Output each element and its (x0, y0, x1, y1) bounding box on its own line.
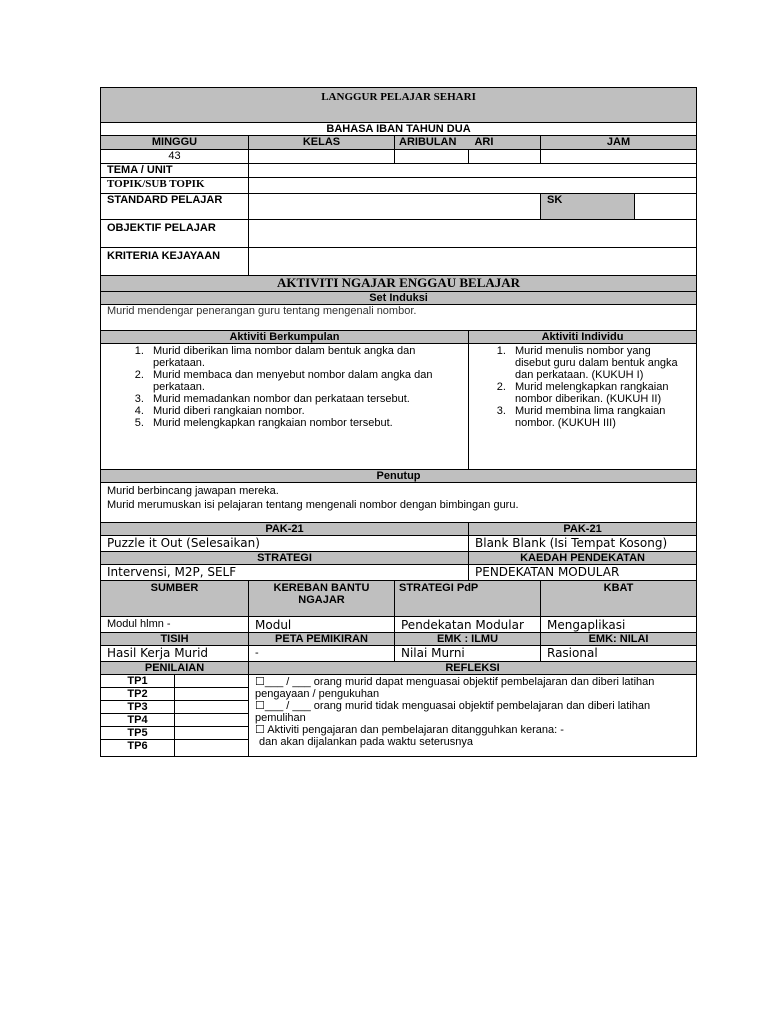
strategi-pdp-value: Pendekatan Modular (395, 617, 541, 633)
list-item: 1. Murid menulis nombor yang disebut guru dalam bentuk angka dan perkataan. (KUKUH I) (509, 345, 682, 381)
penutup-label: Penutup (101, 470, 697, 483)
topik-value[interactable] (249, 178, 697, 194)
strategi-label: STRATEGI (101, 552, 469, 565)
tp1-label: TP1 (101, 675, 175, 688)
tisih-value: Hasil Kerja Murid (101, 646, 249, 662)
aktiviti-berkumpulan-list (101, 344, 469, 470)
aktiviti-individu-label: Aktiviti Individu (469, 331, 697, 344)
sumber-label: SUMBER (101, 581, 249, 617)
tp1-value[interactable] (175, 675, 249, 688)
tp2-value[interactable] (175, 688, 249, 701)
kriteria-label: KRITERIA KEJAYAAN (101, 248, 249, 276)
set-induksi-text: Murid mendengar penerangan guru tentang mengenali nombor. (101, 305, 697, 331)
tp6-value[interactable] (175, 740, 249, 757)
tema-value[interactable] (249, 164, 697, 178)
sk-label: SK (541, 194, 635, 220)
aribulan-label: ARIBULAN (399, 136, 457, 148)
set-induksi-label: Set Induksi (101, 292, 697, 305)
lesson-plan-document (100, 87, 696, 757)
kaedah-pendekatan-label: KAEDAH PENDEKATAN (469, 552, 697, 565)
kelas-value[interactable] (249, 150, 395, 164)
strategi-pdp-label: STRATEGI PdP (395, 581, 541, 617)
kbat-label: KBAT (541, 581, 697, 617)
list-item: 2. Murid melengkapkan rangkaian nombor diberikan. (KUKUH II) (509, 381, 682, 405)
tp3-value[interactable] (175, 701, 249, 714)
list-item: 1. Murid diberikan lima nombor dalam bentuk angka dan perkataan. (147, 345, 454, 369)
aktiviti-heading: AKTIVITI NGAJAR ENGGAU BELAJAR (101, 276, 697, 292)
ari-value[interactable] (469, 150, 541, 164)
objektif-value[interactable] (249, 220, 697, 248)
emk-ilmu-label: EMK : ILMU (395, 633, 541, 646)
jam-label: JAM (541, 136, 697, 150)
kereban-value: Modul (249, 617, 395, 633)
peta-pemikiran-value: - (249, 646, 395, 662)
jam-value[interactable] (541, 150, 697, 164)
pak21-value-left: Puzzle it Out (Selesaikan) (101, 536, 469, 552)
pak21-label-left: PAK-21 (101, 523, 469, 536)
aktiviti-individu-list (469, 344, 697, 470)
kriteria-value[interactable] (249, 248, 697, 276)
document-title: LANGGUR PELAJAR SEHARI (101, 88, 697, 123)
emk-nilai-label: EMK: NILAI (541, 633, 697, 646)
tp6-label: TP6 (101, 740, 175, 757)
tisih-label: TISIH (101, 633, 249, 646)
list-item: 3. Murid membina lima rangkaian nombor. (KUKUH III) (509, 405, 682, 429)
kaedah-pendekatan-value: PENDEKATAN MODULAR (469, 565, 697, 581)
penutup-line-2: Murid merumuskan isi pelajaran tentang mengenali nombor dengan bimbingan guru. (107, 499, 519, 511)
pak21-value-right: Blank Blank (Isi Tempat Kosong) (469, 536, 697, 552)
aribulan-ari-label (395, 136, 541, 150)
aktiviti-berkumpulan-label: Aktiviti Berkumpulan (101, 331, 469, 344)
objektif-label: OBJEKTIF PELAJAR (101, 220, 249, 248)
refleksi-line-4: dan akan dijalankan pada waktu seterusnya (259, 736, 474, 748)
subject-title: BAHASA IBAN TAHUN DUA (101, 123, 697, 136)
ari-label: ARI (474, 136, 494, 148)
refleksi-line-2: ☐___ / ___ orang murid tidak menguasai objektif pembelajaran dan diberi latihan pemulihan (255, 700, 651, 724)
topik-label: TOPIK/SUB TOPIK (101, 178, 249, 194)
tp5-label: TP5 (101, 727, 175, 740)
list-item: 5. Murid melengkapkan rangkaian nombor tersebut. (147, 417, 454, 429)
emk-ilmu-value: Nilai Murni (395, 646, 541, 662)
kereban-label: KEREBAN BANTU NGAJAR (249, 581, 395, 617)
refleksi-text (249, 675, 697, 757)
tp3-label: TP3 (101, 701, 175, 714)
refleksi-line-1: ☐___ / ___ orang murid dapat menguasai objektif pembelajaran dan diberi latihan pengayaan / pengukuhan (255, 676, 655, 700)
tp2-label: TP2 (101, 688, 175, 701)
kelas-label: KELAS (249, 136, 395, 150)
standard-value[interactable] (249, 194, 541, 220)
standard-label: STANDARD PELAJAR (101, 194, 249, 220)
lesson-plan-table (100, 87, 697, 757)
penutup-line-1: Murid berbincang jawapan mereka. (107, 485, 279, 497)
aribulan-value[interactable] (395, 150, 469, 164)
tp4-label: TP4 (101, 714, 175, 727)
minggu-label: MINGGU (101, 136, 249, 150)
refleksi-label: REFLEKSI (249, 662, 697, 675)
list-item: 3. Murid memadankan nombor dan perkataan tersebut. (147, 393, 454, 405)
individu-ordered-list (469, 345, 682, 429)
penutup-text (101, 483, 697, 523)
pak21-label-right: PAK-21 (469, 523, 697, 536)
penilaian-label: PENILAIAN (101, 662, 249, 675)
tema-label: TEMA / UNIT (101, 164, 249, 178)
sumber-value: Modul hlmn - (101, 617, 249, 633)
refleksi-line-3: ☐ Aktiviti pengajaran dan pembelajaran ditangguhkan kerana: - (255, 724, 564, 736)
minggu-value[interactable]: 43 (101, 150, 249, 164)
tp5-value[interactable] (175, 727, 249, 740)
strategi-value: Intervensi, M2P, SELF (101, 565, 469, 581)
kbat-value: Mengaplikasi (541, 617, 697, 633)
list-item: 2. Murid membaca dan menyebut nombor dalam angka dan perkataan. (147, 369, 454, 393)
berkumpulan-ordered-list (101, 345, 454, 429)
emk-nilai-value: Rasional (541, 646, 697, 662)
list-item: 4. Murid diberi rangkaian nombor. (147, 405, 454, 417)
sk-value[interactable] (635, 194, 697, 220)
peta-pemikiran-label: PETA PEMIKIRAN (249, 633, 395, 646)
tp4-value[interactable] (175, 714, 249, 727)
